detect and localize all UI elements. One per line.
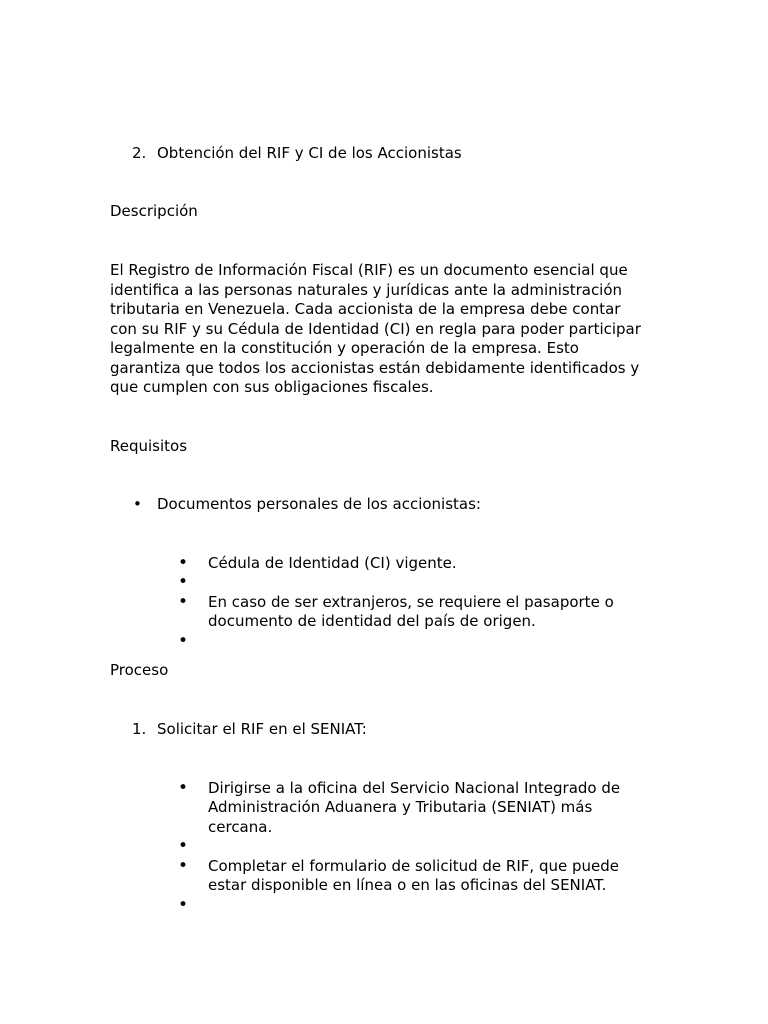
bullet-icon: • bbox=[178, 631, 189, 651]
paragraph-line: que cumplen con sus obligaciones fiscales. bbox=[110, 378, 434, 396]
requisitos-item-label: Documentos personales de los accionistas: bbox=[157, 495, 481, 513]
requisitos-heading: Requisitos bbox=[110, 437, 188, 455]
paragraph-line: El Registro de Información Fiscal (RIF) es un documento esencial que bbox=[110, 261, 628, 279]
bullet-icon: • bbox=[178, 592, 189, 612]
proceso-formulario-line: estar disponible en línea o en las oficinas del SENIAT. bbox=[208, 876, 607, 894]
proceso-step-label: Solicitar el RIF en el SENIAT: bbox=[157, 720, 367, 738]
bullet-icon: • bbox=[178, 778, 189, 798]
bullet-icon: • bbox=[178, 572, 189, 592]
paragraph-line: identifica a las personas naturales y jurídicas ante la administración bbox=[110, 280, 623, 299]
bullet-icon: • bbox=[178, 836, 189, 856]
bullet-icon: • bbox=[178, 895, 189, 915]
descripcion-heading: Descripción bbox=[110, 202, 198, 220]
bullet-icon: • bbox=[178, 856, 189, 876]
requisito-extranjeros-line: documento de identidad del país de origen. bbox=[208, 612, 536, 630]
requisito-extranjeros-line: En caso de ser extranjeros, se requiere el pasaporte o bbox=[208, 593, 614, 611]
section-number: 2. bbox=[132, 144, 147, 162]
bullet-icon: • bbox=[178, 553, 189, 573]
proceso-heading: Proceso bbox=[110, 661, 169, 679]
section-title: Obtención del RIF y CI de los Accionistas bbox=[157, 144, 462, 162]
proceso-oficina-line: cercana. bbox=[208, 818, 273, 836]
proceso-oficina-line: Administración Aduanera y Tributaria (SENIAT) más bbox=[208, 798, 593, 816]
paragraph-line: tributaria en Venezuela. Cada accionista de la empresa debe contar bbox=[110, 300, 621, 318]
paragraph-line: con su RIF y su Cédula de Identidad (CI) en regla para poder participar bbox=[110, 319, 641, 338]
descripcion-paragraph bbox=[110, 261, 670, 398]
bullet-icon: • bbox=[133, 495, 142, 513]
paragraph-line: garantiza que todos los accionistas están debidamente identificados y bbox=[110, 358, 640, 377]
paragraph-line: legalmente en la constitución y operación de la empresa. Esto bbox=[110, 339, 579, 357]
proceso-formulario-line: Completar el formulario de solicitud de RIF, que puede bbox=[208, 857, 619, 875]
proceso-step-number: 1. bbox=[132, 720, 147, 738]
requisito-ci: Cédula de Identidad (CI) vigente. bbox=[208, 554, 457, 572]
proceso-oficina-line: Dirigirse a la oficina del Servicio Nacional Integrado de bbox=[208, 779, 621, 797]
